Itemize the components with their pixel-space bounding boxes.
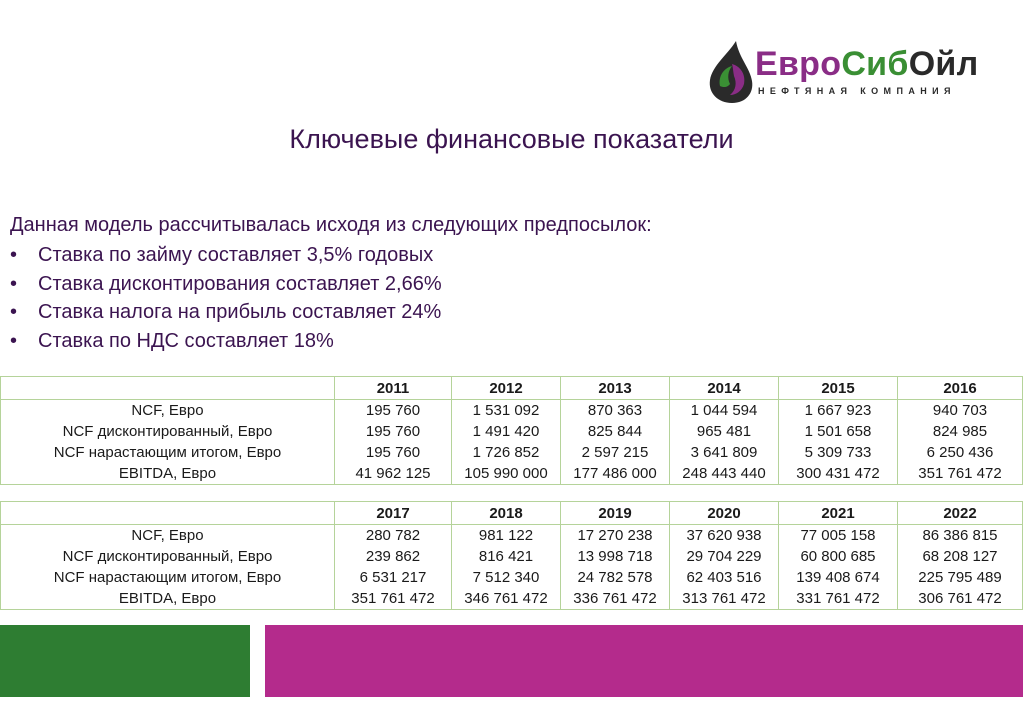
company-logo [706,40,981,106]
table-cell: 195 760 [335,421,452,442]
year-header: 2018 [452,502,561,525]
assumption-item [10,328,442,357]
table-cell: 816 421 [452,546,561,567]
table-row [1,421,1023,442]
year-header: 2019 [561,502,670,525]
table-cell: 105 990 000 [452,463,561,485]
table-cell: 37 620 938 [670,525,779,547]
assumption-item [10,299,442,328]
row-label: NCF, Евро [1,525,335,547]
table-cell: 351 761 472 [335,588,452,610]
row-label: NCF нарастающим итогом, Евро [1,442,335,463]
header-empty-cell [1,502,335,525]
bullet-icon: • [10,329,18,352]
year-header: 2017 [335,502,452,525]
table-cell: 60 800 685 [779,546,898,567]
year-header: 2016 [898,377,1023,400]
table-row [1,567,1023,588]
table-cell: 6 531 217 [335,567,452,588]
table-cell: 62 403 516 [670,567,779,588]
table-cell: 2 597 215 [561,442,670,463]
table-cell: 351 761 472 [898,463,1023,485]
oil-drop-logo-icon [706,40,756,104]
footer-green-bar [0,625,250,697]
year-header: 2021 [779,502,898,525]
table-row [1,400,1023,422]
table-cell: 1 501 658 [779,421,898,442]
table-cell: 29 704 229 [670,546,779,567]
bullet-icon: • [10,244,18,266]
table-cell: 3 641 809 [670,442,779,463]
row-label: NCF дисконтированный, Евро [1,421,335,442]
year-header: 2022 [898,502,1023,525]
table-cell: 139 408 674 [779,567,898,588]
financials-table-2017-2022 [0,501,1023,610]
row-label: EBITDA, Евро [1,463,335,485]
table-cell: 1 491 420 [452,421,561,442]
table-cell: 225 795 489 [898,567,1023,588]
year-header: 2013 [561,377,670,400]
logo-part-sib: Сиб [841,45,909,83]
table-cell: 1 726 852 [452,442,561,463]
table-row [1,588,1023,610]
year-header: 2014 [670,377,779,400]
year-header: 2012 [452,377,561,400]
table-cell: 13 998 718 [561,546,670,567]
table-cell: 306 761 472 [898,588,1023,610]
table-cell: 6 250 436 [898,442,1023,463]
table-cell: 68 208 127 [898,546,1023,567]
table-cell: 331 761 472 [779,588,898,610]
year-header: 2015 [779,377,898,400]
assumption-text: Ставка дисконтирования составляет 2,66% [38,272,442,295]
table-cell: 77 005 158 [779,525,898,547]
table-cell: 346 761 472 [452,588,561,610]
table-cell: 981 122 [452,525,561,547]
table-cell: 825 844 [561,421,670,442]
table-cell: 336 761 472 [561,588,670,610]
assumption-text: Ставка налога на прибыль составляет 24% [38,301,442,323]
footer-purple-bar [265,625,1023,697]
table-cell: 24 782 578 [561,567,670,588]
logo-wordmark [755,44,979,84]
table-row [1,525,1023,547]
table-cell: 1 667 923 [779,400,898,422]
table-cell: 280 782 [335,525,452,547]
year-header: 2011 [335,377,452,400]
row-label: NCF, Евро [1,400,335,422]
bullet-icon: • [10,272,18,295]
table-cell: 940 703 [898,400,1023,422]
table-cell: 239 862 [335,546,452,567]
row-label: NCF дисконтированный, Евро [1,546,335,567]
year-header: 2020 [670,502,779,525]
bullet-icon: • [10,301,18,323]
financials-table-2011-2016 [0,376,1023,485]
page-title: Ключевые финансовые показатели [289,124,734,154]
table-cell: 195 760 [335,442,452,463]
table-cell: 41 962 125 [335,463,452,485]
table-header-row [1,502,1023,525]
row-label: EBITDA, Евро [1,588,335,610]
assumption-text: Ставка по займу составляет 3,5% годовых [38,244,434,266]
table-header-row [1,377,1023,400]
table-cell: 17 270 238 [561,525,670,547]
table-cell: 195 760 [335,400,452,422]
table-cell: 1 044 594 [670,400,779,422]
row-label: NCF нарастающим итогом, Евро [1,567,335,588]
logo-part-oil: Ойл [908,45,979,83]
assumption-item [10,271,442,300]
assumption-text: Ставка по НДС составляет 18% [38,329,334,352]
intro-text: Данная модель рассчитывалась исходя из следующих предпосылок: [10,214,652,236]
table-cell: 870 363 [561,400,670,422]
assumption-item [10,242,442,271]
table-cell: 5 309 733 [779,442,898,463]
table-cell: 248 443 440 [670,463,779,485]
table-cell: 300 431 472 [779,463,898,485]
table-row [1,546,1023,567]
table-cell: 824 985 [898,421,1023,442]
assumptions-list [10,242,442,356]
table-cell: 313 761 472 [670,588,779,610]
table-cell: 1 531 092 [452,400,561,422]
logo-tagline: НЕФТЯНАЯ КОМПАНИЯ [758,86,956,96]
table-row [1,442,1023,463]
table-cell: 177 486 000 [561,463,670,485]
header-empty-cell [1,377,335,400]
table-cell: 965 481 [670,421,779,442]
table-cell: 7 512 340 [452,567,561,588]
logo-part-evro: Евро [755,45,842,83]
table-cell: 86 386 815 [898,525,1023,547]
table-row [1,463,1023,485]
